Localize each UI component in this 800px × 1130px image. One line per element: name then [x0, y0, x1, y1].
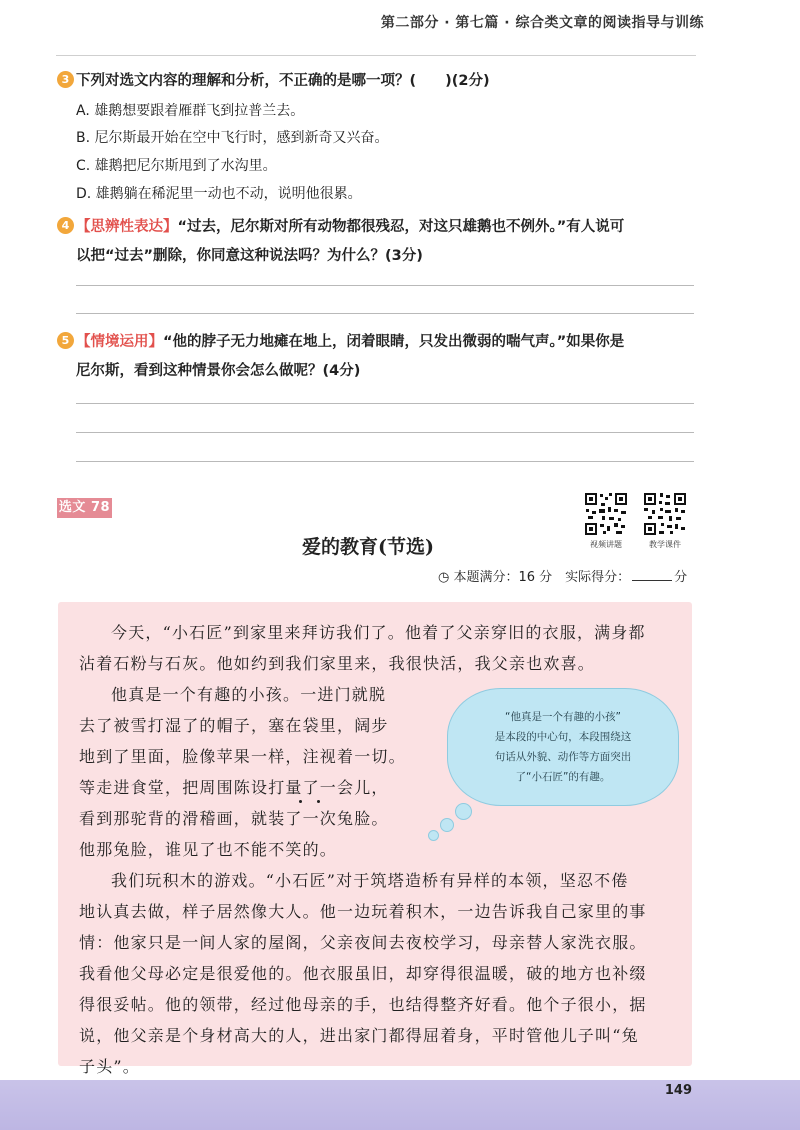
annotation-line: “他真是一个有趣的小孩” — [505, 711, 621, 723]
qr-code-icon[interactable] — [583, 491, 629, 537]
option-b[interactable]: B. 尼尔斯最开始在空中飞行时，感到新奇又兴奋。 — [76, 130, 389, 146]
selection-badge: 选文 78 — [57, 498, 112, 518]
question-text-line-2: 以把“过去”删除，你同意这种说法吗？为什么？(3分) — [76, 248, 423, 264]
question-number-badge: 5 — [57, 332, 74, 349]
annotation-line: 句话从外貌、动作等方面突出 — [494, 751, 632, 763]
question-text-line-1: 【思辨性表达】“过去，尼尔斯对所有动物都很残忍，对这只雄鹅也不例外。”有人说可 — [76, 219, 625, 235]
question-text-line-1: 【情境运用】“他的脖子无力地瘫在地上，闭着眼睛，只发出微弱的喘气声。”如果你是 — [76, 334, 625, 350]
passage-line: 看到那驼背的滑稽画，就装了一次兔脸。 — [79, 809, 389, 828]
passage-line: 我看他父母必定是很爱他的。他衣服虽旧，却穿得很温暖，破的地方也补缀 — [79, 964, 647, 983]
bubble-tail-dot — [428, 830, 439, 841]
bubble-tail-dot — [440, 818, 454, 832]
answer-line[interactable] — [76, 461, 694, 462]
passage-line: 情：他家只是一间人家的屋阁，父亲夜间去夜校学习，母亲替人家洗衣服。 — [79, 933, 647, 952]
header-title: 第二部分 · 第七篇 · 综合类文章的阅读指导与训练 — [380, 15, 704, 31]
answer-line[interactable] — [76, 285, 694, 286]
question-number-badge: 4 — [57, 217, 74, 234]
bubble-tail-dot — [455, 803, 472, 820]
emphasis-dot — [317, 800, 320, 803]
annotation-line: 是本段的中心句，本段围绕这 — [494, 731, 632, 743]
annotation-bubble — [447, 688, 679, 806]
qr-label-courseware: 教学课件 — [649, 540, 681, 549]
question-text: 下列对选文内容的理解和分析，不正确的是哪一项？( )(2分) — [76, 73, 490, 89]
annotation-line: 了“小石匠”的有趣。 — [515, 771, 611, 783]
page-number: 149 — [664, 1083, 692, 1098]
question-tag: 【思辨性表达】 — [76, 219, 178, 235]
passage-line: 去了被雪打湿了的帽子，塞在袋里，阔步 — [79, 716, 389, 735]
score-blank[interactable] — [632, 570, 672, 581]
passage-line: 沾着石粉与石灰。他如约到我们家里来，我很快活，我父亲也欢喜。 — [79, 654, 596, 673]
answer-line[interactable] — [76, 403, 694, 404]
passage-line: 他真是一个有趣的小孩。一进门就脱 — [111, 685, 387, 704]
passage-line: 得很妥帖。他的领带，经过他母亲的手，也结得整齐好看。他个子很小，据 — [79, 995, 647, 1014]
passage-line: 地认真去做，样子居然像大人。他一边玩着积木，一边告诉我自己家里的事 — [79, 902, 647, 921]
score-line: ◷ 本题满分：16 分 实际得分： 分 — [438, 570, 688, 585]
qr-code-icon[interactable] — [642, 491, 688, 537]
passage-line: 说，他父亲是个身材高大的人，进出家门都得屈着身，平时管他儿子叫“兔 — [79, 1026, 639, 1045]
passage-line: 他那兔脸，谁见了也不能不笑的。 — [79, 840, 338, 859]
question-text-line-2: 尼尔斯，看到这种情景你会怎么做呢？(4分) — [76, 363, 361, 379]
clock-icon: ◷ 本题满分：16 分 实际得分： — [438, 570, 631, 585]
passage-line: 地到了里面，脸像苹果一样，注视着一切。 — [79, 747, 406, 766]
passage-line: 我们玩积木的游戏。“小石匠”对于筑塔造桥有异样的本领，坚忍不倦 — [111, 871, 629, 890]
passage-line: 子头”。 — [79, 1057, 140, 1076]
answer-line[interactable] — [76, 313, 694, 314]
header-divider — [56, 55, 696, 56]
emphasis-dot — [299, 800, 302, 803]
option-a[interactable]: A. 雄鹅想要跟着雁群飞到拉普兰去。 — [76, 103, 305, 119]
passage-line: 今天，“小石匠”到家里来拜访我们了。他着了父亲穿旧的衣服，满身都 — [111, 623, 646, 642]
option-d[interactable]: D. 雄鹅躺在稀泥里一动也不动，说明他很累。 — [76, 186, 362, 202]
passage-line: 等走进食堂，把周围陈设打量了一会儿， — [79, 778, 389, 797]
qr-label-video: 视频讲题 — [590, 540, 622, 549]
question-tag: 【情境运用】 — [76, 334, 163, 350]
option-c[interactable]: C. 雄鹅把尼尔斯甩到了水沟里。 — [76, 158, 277, 174]
answer-line[interactable] — [76, 432, 694, 433]
article-title: 爱的教育(节选) — [302, 536, 434, 558]
question-number-badge: 3 — [57, 71, 74, 88]
